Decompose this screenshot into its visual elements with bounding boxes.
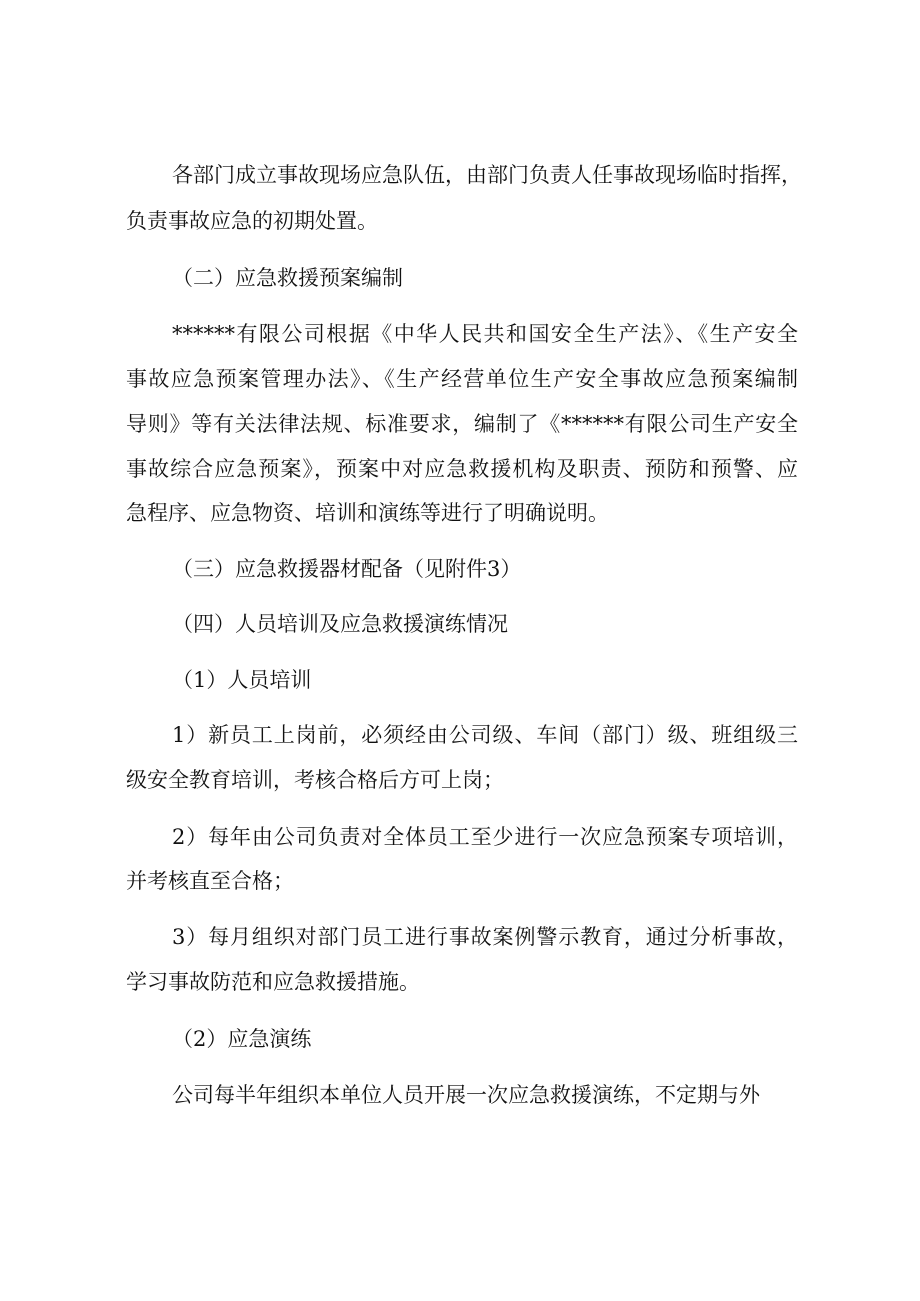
item1-line1: 1）新员工上岗前，必须经由公司级、车间（部门）级、班组级三 <box>172 723 798 747</box>
para3-line1: 公司每半年组织本单位人员开展一次应急救援演练，不定期与外 <box>172 1083 760 1107</box>
section-heading-2: （二）应急救援预案编制 <box>172 266 403 290</box>
para2-line1: ******有限公司根据《中华人民共和国安全生产法》、《生产安全 <box>172 322 798 346</box>
para2-line2: 事故应急预案管理办法》、《生产经营单位生产安全事故应急预案编制 <box>126 367 798 391</box>
subheading-personnel-training: （1）人员培训 <box>172 668 312 692</box>
item2-line1: 2）每年由公司负责对全体员工至少进行一次应急预案专项培训， <box>172 825 798 849</box>
para2-line5: 急程序、应急物资、培训和演练等进行了明确说明。 <box>126 501 609 525</box>
para1-line1: 各部门成立事故现场应急队伍，由部门负责人任事故现场临时指挥， <box>172 163 802 187</box>
section-heading-3: （三）应急救援器材配备（见附件3） <box>172 557 522 581</box>
item3-line2: 学习事故防范和应急救援措施。 <box>126 970 420 994</box>
item3-line1: 3）每月组织对部门员工进行事故案例警示教育，通过分析事故， <box>172 925 798 949</box>
para2-line4: 事故综合应急预案》，预案中对应急救援机构及职责、预防和预警、应 <box>126 457 798 481</box>
para2-line3: 导则》等有关法律法规、标准要求，编制了《******有限公司生产安全 <box>126 412 798 436</box>
section-heading-4: （四）人员培训及应急救援演练情况 <box>172 612 508 636</box>
subheading-emergency-drill: （2）应急演练 <box>172 1027 312 1051</box>
item2-line2: 并考核直至合格； <box>126 869 294 893</box>
item1-line2: 级安全教育培训，考核合格后方可上岗； <box>126 768 504 792</box>
para1-line2: 负责事故应急的初期处置。 <box>126 209 378 233</box>
